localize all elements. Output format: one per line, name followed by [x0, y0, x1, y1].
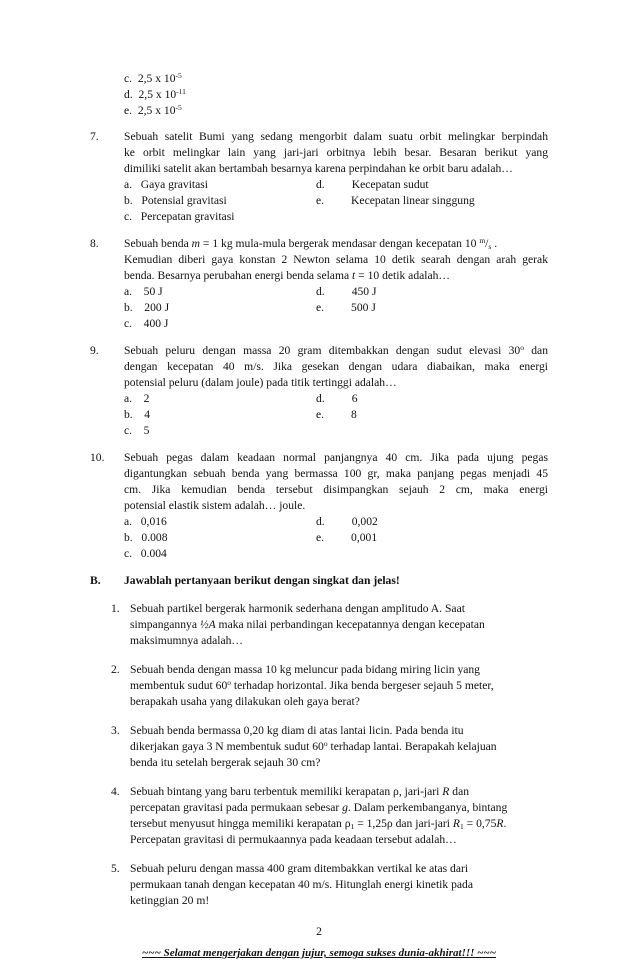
option-b: b. 200 J	[124, 301, 170, 314]
question-text-line: dimiliki satelit akan bertambah besarnya karena perpindahan ke orbit baru adalah…	[124, 162, 513, 175]
question-number: 4.	[111, 785, 120, 798]
question-text-line: digantungkan sebuah benda yang bermassa 100 gr, maka panjang pegas menjadi 45	[124, 467, 548, 480]
section-label: B.	[90, 574, 101, 587]
question-number: 9.	[90, 344, 99, 357]
question-text-line: Sebuah benda dengan massa 10 kg meluncur pada bidang miring licin yang	[130, 663, 480, 676]
question-text-line: benda itu setelah bergerak sejauh 30 cm?	[130, 756, 321, 769]
option-e: e. Kecepatan linear singgung	[316, 194, 475, 207]
option-a: a. 50 J	[124, 285, 163, 298]
question-text-line: Sebuah peluru dengan massa 400 gram ditembakkan vertikal ke atas dari	[130, 862, 469, 875]
option-e: e. 500 J	[316, 301, 376, 314]
question-text-line: Sebuah pegas dalam keadaan normal panjangnya 40 cm. Jika pada ujung pegas	[124, 451, 548, 464]
option-a: a. 2	[124, 392, 150, 405]
question-text-line: simpangannya ½A maka nilai perbandingan kecepatannya dengan kecepatan	[130, 618, 485, 631]
option-d: d. 6	[316, 392, 358, 405]
option-c: c. 400 J	[124, 317, 169, 330]
question-text-line: Sebuah partikel bergerak harmonik sederhana dengan amplitudo A. Saat	[130, 602, 465, 615]
question-text-line: Sebuah benda bermassa 0,20 kg diam di atas lantai licin. Pada benda itu	[130, 724, 464, 737]
option-a: a. 0,016	[124, 515, 167, 528]
question-text-line: benda. Besarnya perubahan energi benda selama t = 10 detik adalah…	[124, 269, 451, 282]
question-text-line: Sebuah peluru dengan massa 20 gram ditembakkan dengan sudut elevasi 30$^o$ dan	[124, 343, 549, 357]
question-text-line: potensial peluru (dalam joule) pada titik tertinggi adalah…	[124, 376, 397, 389]
question-text-line: ke orbit melingkar lain yang jari-jari orbitnya lebih besar. Besaran berikut yang	[124, 146, 548, 159]
question-text-line: permukaan tanah dengan kecepatan 40 m/s. Hitunglah energi kinetik pada	[130, 878, 473, 891]
option-e: e. 2,5 x $10^{-5}$	[124, 103, 182, 117]
question-number: 10.	[90, 451, 105, 464]
option-c: c. 2,5 x $10^{-5}$	[124, 71, 182, 85]
page-number: 2	[316, 925, 322, 938]
question-number: 3.	[111, 724, 120, 737]
question-text-line: percepatan gravitasi pada permukaan sebesar g. Dalam perkembanganya, bintang	[130, 801, 508, 814]
option-a: a. Gaya gravitasi	[124, 178, 209, 191]
question-text-line: membentuk sudut 60$^o$ terhadap horizontal. Jika benda bergeser sejauh 5 meter,	[130, 678, 494, 692]
question-text-line: dikerjakan gaya 3 N membentuk sudut 60$^o$ terhadap lantai. Berapakah kelajuan	[130, 739, 497, 753]
option-c: c. Percepatan gravitasi	[124, 210, 235, 223]
option-d: d. Kecepatan sudut	[316, 178, 429, 191]
question-text-line: tersebut menyusut hingga memiliki kerapatan $\rho_1 = 1,25\rho$ dan jari-jari $R_1 = 0,75R$.	[130, 817, 507, 831]
question-text-line: Sebuah benda m = 1 kg mula-mula bergerak mendasar dengan kecepatan 10 $^m/_s$ .	[124, 236, 498, 251]
option-d: d. 450 J	[316, 285, 377, 298]
question-text-line: Percepatan gravitasi di permukaannya pada keadaan tersebut adalah…	[130, 833, 457, 846]
question-text-line: dengan kecepatan 40 m/s. Jika gesekan dengan udara diabaikan, maka energi	[124, 360, 548, 373]
footer-motto: ~~~ Selamat mengerjakan dengan jujur, semoga sukses dunia-akhirat!!! ~~~	[142, 947, 496, 959]
option-e: e. 0,001	[316, 531, 378, 544]
question-text-line: ketinggian 20 m!	[130, 894, 210, 907]
option-b: b. 0.008	[124, 531, 168, 544]
question-text-line: cm. Jika kemudian benda tersebut disimpangkan sejauh 2 cm, maka energi	[124, 483, 548, 496]
question-text-line: potensial elastik sistem adalah… joule.	[124, 499, 306, 512]
option-d: d. 0,002	[316, 515, 378, 528]
question-text-line: Sebuah bintang yang baru terbentuk memiliki kerapatan ρ, jari-jari R dan	[130, 785, 470, 798]
option-e: e. 8	[316, 408, 357, 421]
question-text-line: maksimumnya adalah…	[130, 634, 244, 647]
question-number: 2.	[111, 663, 120, 676]
question-text-line: Sebuah satelit Bumi yang sedang mengorbit dalam suatu orbit melingkar berpindah	[124, 130, 548, 143]
question-text-line: Kemudian diberi gaya konstan 2 Newton selama 10 detik searah dengan arah gerak	[124, 253, 548, 266]
section-title: Jawablah pertanyaan berikut dengan singkat dan jelas!	[124, 574, 400, 587]
option-b: b. 4	[124, 408, 151, 421]
question-number: 7.	[90, 130, 99, 143]
option-c: c. 0.004	[124, 547, 167, 560]
question-number: 5.	[111, 862, 120, 875]
option-d: d. 2,5 x $10^{-11}$	[124, 87, 186, 101]
option-c: c. 5	[124, 424, 150, 437]
question-text-line: berapakah usaha yang dilakukan oleh gaya berat?	[130, 695, 360, 708]
question-number: 1.	[111, 602, 120, 615]
option-b: b. Potensial gravitasi	[124, 194, 227, 207]
question-number: 8.	[90, 237, 99, 250]
